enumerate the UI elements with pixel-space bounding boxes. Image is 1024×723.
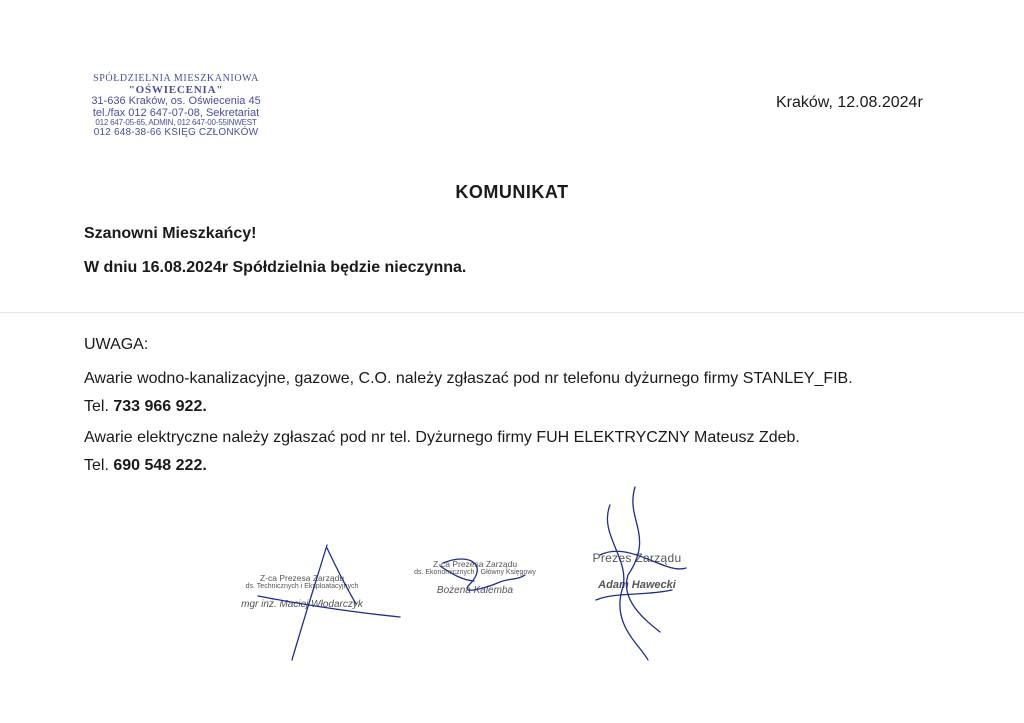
notice-phone bbox=[84, 457, 207, 475]
greeting: Szanowni Mieszkańcy! bbox=[84, 225, 257, 242]
stamp-line: 012 647-05-65, ADMIN, 012 647-00-55INWEST bbox=[95, 118, 257, 128]
stamp-line: 012 648-38-66 KSIĘG CZŁONKÓW bbox=[93, 126, 259, 138]
phone-prefix: Tel. bbox=[84, 398, 109, 415]
cooperative-stamp bbox=[62, 74, 290, 138]
signature-role: ds. Ekonomicznych - Główny Księgowy bbox=[414, 569, 536, 577]
phone-number: 733 966 922. bbox=[113, 398, 207, 415]
signature-block bbox=[222, 574, 382, 610]
phone-prefix: Tel. bbox=[84, 457, 109, 474]
signature-block bbox=[572, 552, 702, 591]
signature-role: Z-ca Prezesa Zarządu bbox=[259, 573, 345, 583]
phone-number: 690 548 222. bbox=[113, 457, 207, 474]
document-date: Kraków, 12.08.2024r bbox=[776, 94, 923, 111]
signature-role: Prezes Zarządu bbox=[592, 551, 682, 565]
document-title: KOMUNIKAT bbox=[455, 182, 569, 202]
signature-block bbox=[400, 560, 550, 596]
signature-stroke bbox=[596, 590, 672, 600]
stamp-line: SPÓŁDZIELNIA MIESZKANIOWA bbox=[93, 73, 259, 84]
notice-text: Awarie elektryczne należy zgłaszać pod nr tel. Dyżurnego firmy FUH ELEKTRYCZNY Mateusz Zdeb. bbox=[84, 429, 800, 446]
signature-role: ds. Technicznych i Eksploatacyjnych bbox=[245, 583, 359, 591]
notice-phone bbox=[84, 398, 207, 416]
signature-name: mgr inż. Maciej Włodarczyk bbox=[241, 599, 363, 611]
notice-text: Awarie wodno-kanalizacyjne, gazowe, C.O. należy zgłaszać pod nr telefonu dyżurnego firmy STANLEY_FIB. bbox=[84, 370, 853, 387]
signature-name: Adam Hawecki bbox=[598, 579, 676, 592]
stamp-line: tel./fax 012 647-07-08, Sekretariat bbox=[92, 106, 260, 119]
stamp-line: "OŚWIECENIA" bbox=[128, 83, 224, 96]
signature-role: Z-ca Prezesa Zarządu bbox=[432, 559, 518, 569]
fold-line bbox=[0, 312, 1024, 313]
signature-name: Bożena Kalemba bbox=[436, 585, 514, 597]
closed-notice: W dniu 16.08.2024r Spółdzielnia będzie nieczynna. bbox=[84, 259, 467, 276]
uwaga-label: UWAGA: bbox=[84, 336, 149, 353]
stamp-line: 31-636 Kraków, os. Oświecenia 45 bbox=[91, 95, 261, 108]
